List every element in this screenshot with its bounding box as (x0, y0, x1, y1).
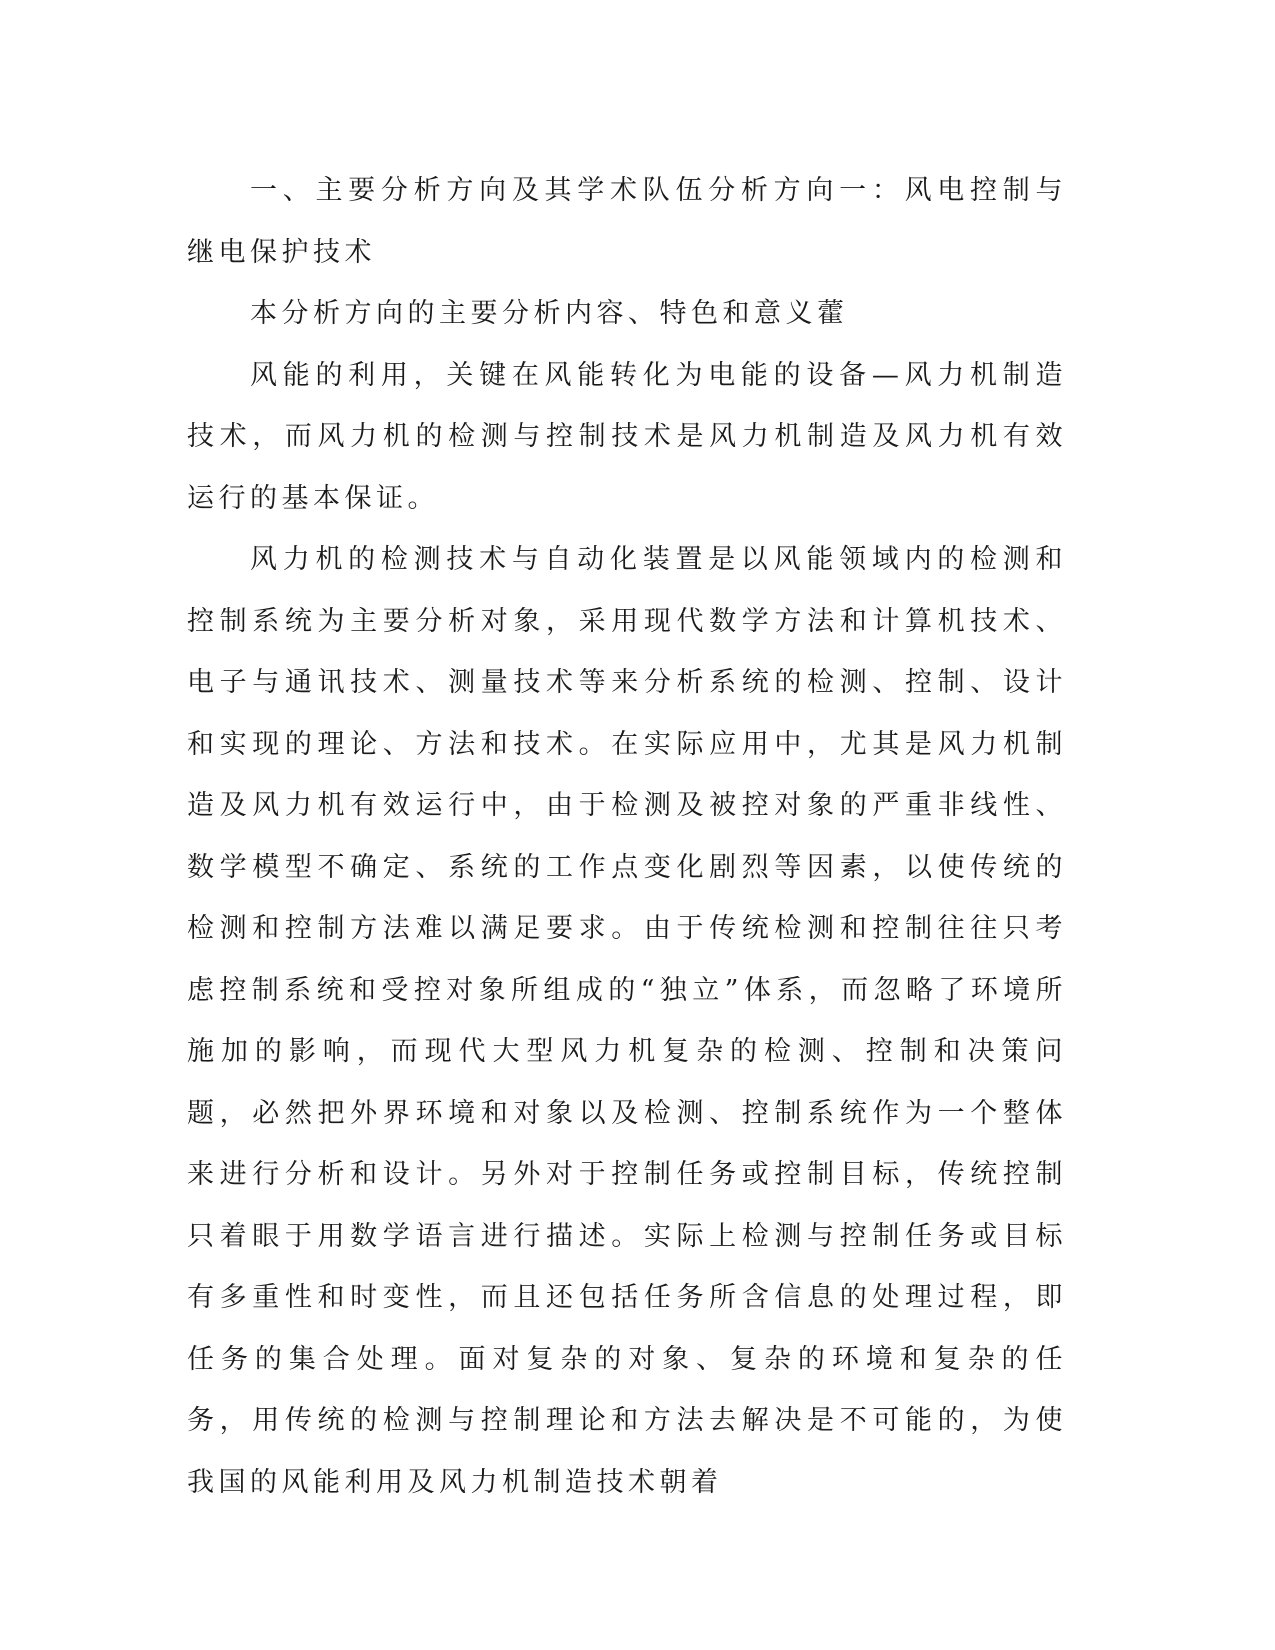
subheading-paragraph: 本分析方向的主要分析内容、特色和意义藿 (250, 298, 849, 329)
section-heading: 一、主要分析方向及其学术队伍分析方向一：风电控制与继电保护技术 (187, 175, 1067, 268)
body-paragraph: 风能的利用，关键在风能转化为电能的设备—风力机制造技术，而风力机的检测与控制技术是风力机制造及风力机有效运行的基本保证。 (187, 359, 1067, 514)
body-paragraph: 风力机的检测技术与自动化装置是以风能领域内的检测和控制系统为主要分析对象，采用现代数学方法和计算机技术、电子与通讯技术、测量技术等来分析系统的检测、控制、设计和实现的理论、方法和技术。在实际应用中，尤其是风力机制造及风力机有效运行中，由于检测及被控对象的严重非线性、数学模型不确定、系统的工作点变化剧烈等因素，以使传统的检测和控制方法难以满足要求。由于传统检测和控制往往只考虑控制系统和受控对象所组成的“独立”体系，而忽略了环境所施加的影响，而现代大型风力机复杂的检测、控制和决策问题，必然把外界环境和对象以及检测、控制系统作为一个整体来进行分析和设计。另外对于控制任务或控制目标，传统控制只着眼于用数学语言进行描述。实际上检测与控制任务或目标有多重性和时变性，而且还包括任务所含信息的处理过程，即任务的集合处理。面对复杂的对象、复杂的环境和复杂的任务，用传统的检测与控制理论和方法去解决是不可能的，为使我国的风能利用及风力机制造技术朝着 (187, 544, 1067, 1498)
document-body (187, 160, 1067, 1513)
